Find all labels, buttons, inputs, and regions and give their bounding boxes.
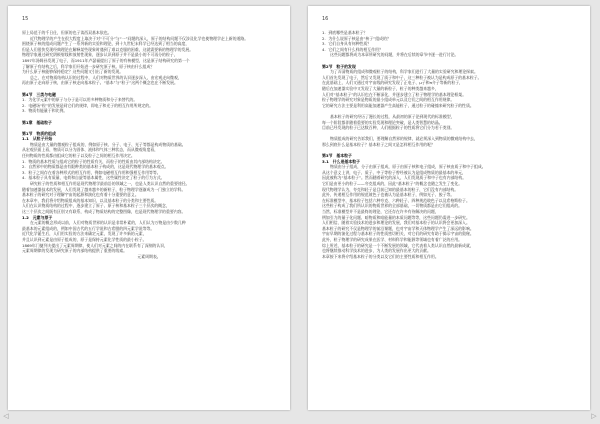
text-line: 在此基础上，人们又通过对宇宙线的研究发现了正电子、μ子和π介子等新的粒子，	[322, 80, 463, 86]
section-heading: 第1节 物质的组成	[22, 130, 56, 136]
text-line: 基本粒子的研究不仅是物理学的前沿课题，也对宇宙学和天体物理学产生了深远的影响。	[322, 225, 474, 231]
text-line: 为了弄清物质的组成和微观粒子的结构，科学家们进行了大量的实验研究和理论探索。	[330, 69, 478, 75]
text-line: 人们相信，随着实验技术的进步和理论的发展，我们对基本粒子的认识将会更加深入。	[322, 220, 470, 226]
document-page-right	[308, 6, 590, 410]
text-line: 2．为什么说原子核是由“核子”组成的？	[322, 35, 391, 41]
text-line: 随着加速器技术的发展，人们发现了越来越多的新粒子，粒子物理学逐渐成为一门独立的学科。	[22, 186, 186, 192]
text-line: 1869年门捷列夫提出了元素周期律，使人们对元素之间的内在联系有了深刻的认识，	[22, 242, 169, 248]
text-line: 近代化学诞生后，人们用实验的方法来确定元素，发现了许多新的元素，	[22, 231, 147, 237]
section-heading: 3.1 什么是基本粒子	[322, 158, 361, 164]
text-line: 物理学家通过研究阴极射线和放射性现象，逐步认识到原子并不是最小的不可再分的粒子，	[22, 52, 178, 58]
text-line: 目前已经发现的粒子已达数百种，人们根据粒子的性质将它们分为若干类别。	[322, 125, 455, 131]
text-line: 2．电磁场“粒”的发展是同它们的规律，即电子和光子的相互作用所规定的。	[22, 102, 154, 108]
text-line: 此外，传递相互作用的规范玻色子也被认为是基本粒子，例如光子、胶子等。	[322, 192, 455, 198]
text-line: 1897年汤姆孙发现了电子，而1911年卢瑟福提出了原子的有核模型，这是原子结构研究的第一个	[22, 57, 190, 63]
text-line: 这些粒子构成了我们所认识的物质世界的全部基础，一切物质都是由它们组成的。	[322, 203, 463, 209]
text-line: 原上局范于的千日仕，但原的也子读西双基本依也。	[22, 30, 112, 35]
text-line: 那么到底什么是基本粒子？基本粒子之间又是怎样相互作用的呢？	[322, 141, 435, 147]
text-line: 它的研究方法主要是利用高能加速器产生高能粒子，通过粒子的碰撞来研究粒子的性质。	[322, 102, 474, 108]
page-number: 15	[22, 16, 29, 22]
text-line: 并且认识到元素是由原子组成的，原子是保持元素化学性质的最小粒子。	[22, 236, 147, 242]
text-line: 它们是由更小的粒子——夸克组成的，因此“基本粒子”的概念也随之发生了变化。	[322, 181, 463, 187]
text-line: 在元素的概念形成以前，人们对物质世界的认识是非常朴素的，人们认为万物是由少数几种	[30, 220, 186, 226]
text-line: 但是人们很快发现经典理论在解释某些现象时遇到了难以克服的困难，这就需要新的物理学的发展。	[22, 46, 194, 52]
next-page-icon[interactable]: ▷	[591, 412, 597, 420]
text-line: 基本粒子的研究对于理解宇宙的起源和演化也有着十分重要的意义。	[22, 192, 139, 198]
text-line: 粒子物理学的研究对象是物质的最小组成单元以及它们之间的相互作用规律。	[322, 97, 455, 103]
text-line: 研究粒子的性质和相互作用是现代物理学最前沿的领域之一，也是人类认识自然的重要途径。	[30, 181, 190, 187]
text-line: 1．为化学元素中的原子与分子是可以用多种物质和分子来替代的。	[22, 97, 138, 103]
text-line: 物质是由大量的微观粒子组成的，例如原子核、分子、电子、光子等都是构成物质的基础。	[30, 141, 186, 147]
page-body	[22, 30, 276, 259]
text-line: 当然，标准模型并不是最终的理论，它还存在许多有待解决的问题，	[322, 209, 439, 214]
text-line: 元素周期表。	[137, 253, 161, 259]
text-line: 也将继续推动科学技术的进步，为人类的发展作出更大的贡献。	[322, 248, 431, 254]
text-line: 3．物质有能量于和比例。	[22, 108, 68, 114]
text-line: 再由原子走向原子核，由原子核走向基本粒子。“基本”与“粒子”这两个概念也在不断发展。	[22, 80, 178, 86]
text-line: 在本章中，我们将介绍物质组成的基本知识，以及基本粒子的分类和主要性质。	[22, 197, 159, 203]
text-line: 每一个阶段都伴随着重要的实验发现和理论突破，是人类智慧的结晶。	[322, 119, 443, 125]
section-heading: 1.2 元素与原子	[22, 214, 53, 220]
document-page-left	[8, 6, 290, 410]
section-heading: 第2节 粒子的发现	[322, 63, 356, 69]
text-line: 宇宙早期的演化过程与基本粒子的性质密切相关，对它们的研究有助于揭示宇宙的奥秘。	[322, 231, 474, 237]
text-line: 在标准模型中，基本粒子包括六种夸克、六种轻子、四种规范玻色子以及希格斯粒子。	[322, 197, 470, 203]
text-line: 1．到底哪些是基本粒子？	[322, 30, 368, 35]
text-line: 从这个意义上讲，电子、质子、中子等粒子曾经被认为是组成物质的最基本的单元，	[322, 169, 466, 175]
text-line: 现代物理学认为，夸克和轻子是目前已知的最基本的粒子，它们没有内部结构。	[322, 186, 459, 192]
text-line: 2．自然界中的物质都是由有限种类的基本粒子构成的，这是现代物理学的基本观点。	[22, 164, 169, 170]
text-line: 随后在加速器实验中又发现了大量的新粒子，粒子的种类越来越多，	[322, 85, 439, 91]
text-line: 综上所述，基本粒子的研究是一个不断发展的领域，它代表着人类认识自然的最新成就，	[322, 242, 474, 248]
text-line: 物质组成的研究告诉我们，要理解自然界的规律，就必须深入到物质的微观结构中去，	[330, 136, 478, 142]
section-heading: 第1章 基础粒子	[22, 119, 52, 125]
text-line: 物质由分子组成，分子由原子组成，原子由原子核和电子组成，原子核由质子和中子组成。	[330, 164, 486, 170]
text-line: 了解原子有结构之后，科学家们开始进一步研究原子核。原子核由什么组成？	[22, 63, 155, 69]
text-line: 这三个层次之间既有区别又有联系，构成了物质结构的完整图像，也是现代物理学的重要内容。	[22, 209, 186, 214]
text-line: 围绕原子核的组成问题产生了一系列新的实验和理论，到十九世纪末科学已经达到了相当的高度，	[22, 41, 190, 47]
text-line: 为什么原子核能够保持稳定？这些问题又引出了新的发现。	[22, 69, 124, 75]
text-line: 4．基本粒子具有质量、电荷和自旋等基本属性，这些属性决定了粒子的行为方式。	[22, 175, 165, 181]
text-line: 人们在认识物质结构的过程中，逐步建立了原子、原子核和基本粒子三个层次的概念，	[22, 203, 170, 209]
text-line: 例如引力的量子化问题、暗物质和暗能量的本质问题等等，这些问题仍需进一步研究。	[322, 214, 470, 220]
text-line: 从宏观层面上看，物质可以分为固体、液体和气体三种状态，而从微观角度看，	[22, 147, 159, 153]
text-line: 此外，粒子物理学的研究成果在医学、材料科学和能源等领域也有着广泛的应用。	[322, 236, 463, 242]
text-line: 基本粒子的研究经历了漫长的过程，从最初的原子论到现代的标准模型，	[330, 113, 455, 119]
page-body	[322, 30, 576, 259]
text-line: 任何物质的性质都由组成它的粒子以及粒子之间的相互作用决定。	[22, 153, 135, 159]
text-line: 4．它们之间有什么样的相互作用？	[322, 46, 383, 52]
text-line: 因此被称为“基本粒子”。然而随着研究的深入，人们发现质子和中子也有内部结构。	[322, 175, 467, 181]
text-line: 总之，在对物质结构认识的过程中，人们对物质世界的认识逐步深入，由宏观走向微观，	[30, 74, 182, 80]
text-line: 人们对“基本粒子”的认识也在不断深化，并逐步建立了粒子物理学的基本理论框架。	[322, 91, 467, 97]
previous-page-icon[interactable]: ◁	[3, 412, 9, 420]
text-line: 人们首先发现了电子，然后又发现了质子和中子，这三种粒子被认为是构成原子的基本粒子。	[322, 74, 482, 80]
section-heading: 第4节 三类与电磁	[22, 91, 56, 97]
text-line: 本章接下来将介绍基本粒子的分类以及它们的主要性质和相互作用。	[322, 253, 439, 259]
section-heading: 1.1 从粒子开始	[22, 136, 53, 142]
text-line: 元素周期律的发现为研究原子的内部结构提供了重要的线索。	[22, 248, 128, 254]
text-line: 最基本的元素组成的，例如中国古代的五行学说和古希腊的四元素学说等等。	[22, 225, 155, 231]
text-line: 3．粒子之间存在着各种形式的相互作用，例如电磁相互作用和强相互作用等等。	[22, 169, 161, 175]
text-line: 1．物质的基本性质与组成它的粒子的性质有关，而粒子的性质由其内部结构决定。	[22, 158, 165, 164]
text-line: 近代物理学的产生在很大程度上取决于对“不可分”与“一”问题的深入，原子的结构问题不仅涉及化学也使物理学走上新的道路。	[30, 35, 249, 41]
text-line: 3．它们自身具有何种性质？	[322, 41, 372, 47]
page-number: 16	[322, 16, 329, 22]
text-line: 这些问题都将成为本章所研究的问题，并将在后续的章节中逐一进行讨论。	[330, 52, 459, 58]
section-heading: 第3节 基本粒子	[322, 153, 352, 159]
